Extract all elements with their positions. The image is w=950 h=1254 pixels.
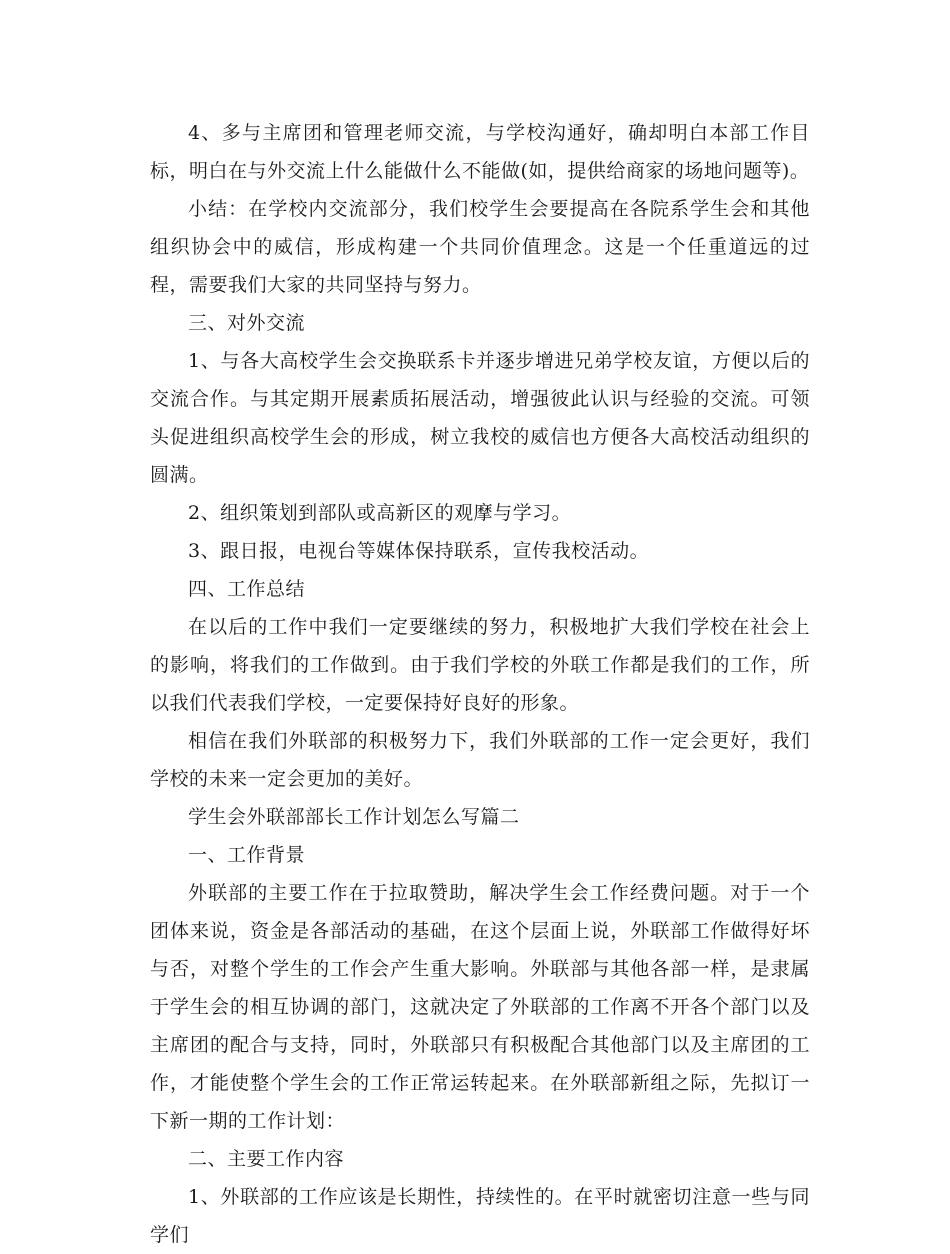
paragraph-main-work-1: 1、外联部的工作应该是长期性，持续性的。在平时就密切注意一些与同学们 xyxy=(150,1186,810,1246)
paragraph-external-1: 1、与各大高校学生会交换联系卡并逐步增进兄弟学校友谊，方便以后的交流合作。与其定期开展素质拓展活动，增强彼此认识与经验的交流。可领头促进组织高校学生会的形成，树立我校的威信也方便各大高校活动组织的圆满。 xyxy=(150,350,810,486)
paragraph-external-3: 3、跟日报，电视台等媒体保持联系，宣传我校活动。 xyxy=(188,540,650,562)
section-heading-main-work: 二、主要工作内容 xyxy=(188,1148,345,1170)
paragraph-item-4: 4、多与主席团和管理老师交流，与学校沟通好，确却明白本部工作目标，明白在与外交流上什么能做什么不能做(如，提供给商家的场地问题等)。 xyxy=(150,122,810,182)
paragraph-summary-2: 相信在我们外联部的积极努力下，我们外联部的工作一定会更好，我们学校的未来一定会更加的美好。 xyxy=(150,730,810,790)
paragraph-external-2: 2、组织策划到部队或高新区的观摩与学习。 xyxy=(188,502,572,524)
paragraph-background: 外联部的主要工作在于拉取赞助，解决学生会工作经费问题。对于一个团体来说，资金是各部活动的基础，在这个层面上说，外联部工作做得好坏与否，对整个学生的工作会产生重大影响。外联部与其他各部一样，是隶属于学生会的相互协调的部门，这就决定了外联部的工作离不开各个部门以及主席团的配合与支持，同时，外联部只有积极配合其他部门以及主席团的工作，才能使整个学生会的工作正常运转起来。在外联部新组之际，先拟订一下新一期的工作计划： xyxy=(150,882,810,1132)
document-body xyxy=(150,114,810,1254)
paragraph-summary-1: 在以后的工作中我们一定要继续的努力，积极地扩大我们学校在社会上的影响，将我们的工作做到。由于我们学校的外联工作都是我们的工作，所以我们代表我们学校，一定要保持好良好的形象。 xyxy=(150,616,810,714)
article-title-part-two: 学生会外联部部长工作计划怎么写篇二 xyxy=(188,806,520,828)
section-heading-background: 一、工作背景 xyxy=(188,844,306,866)
section-heading-work-summary: 四、工作总结 xyxy=(188,578,306,600)
paragraph-summary: 小结：在学校内交流部分，我们校学生会要提高在各院系学生会和其他组织协会中的威信，形成构建一个共同价值理念。这是一个任重道远的过程，需要我们大家的共同坚持与努力。 xyxy=(150,198,810,296)
section-heading-external-exchange: 三、对外交流 xyxy=(188,312,306,334)
